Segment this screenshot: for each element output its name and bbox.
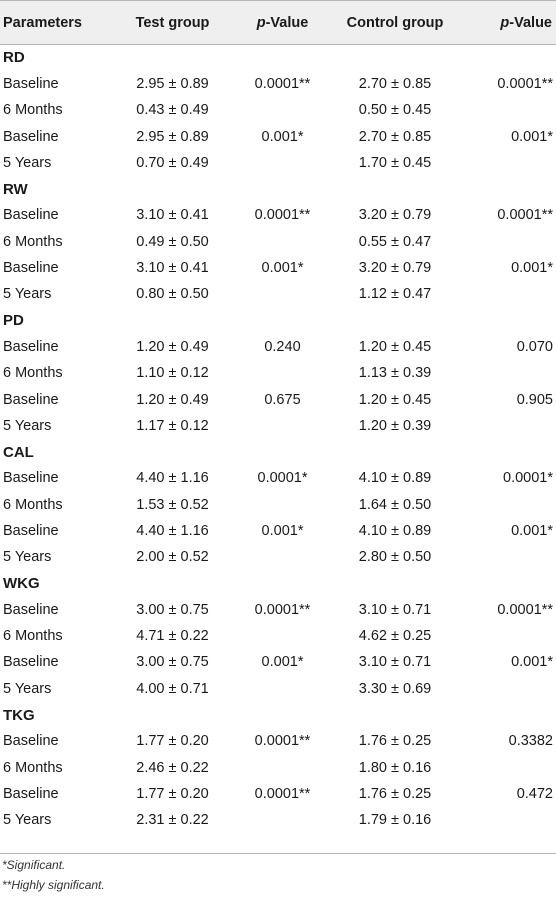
- table-row: [0, 334, 556, 360]
- parameter-cell: Baseline: [3, 207, 59, 224]
- parameter-cell: 5 Years: [3, 286, 52, 303]
- parameter-cell: 5 Years: [3, 154, 52, 171]
- parameter-cell: Baseline: [3, 75, 59, 92]
- test-p-value-cell: 0.0001**: [254, 733, 311, 750]
- test-p-value-cell: [235, 97, 330, 123]
- parameter-cell: Baseline: [3, 260, 59, 277]
- control-group-cell: 1.70 ± 0.45: [358, 154, 432, 171]
- control-p-value-cell: [460, 360, 556, 386]
- test-p-value-cell: 0.001*: [261, 522, 304, 539]
- test-p-value-cell: 0.0001*: [257, 470, 308, 487]
- control-group-cell: 0.55 ± 0.47: [358, 233, 432, 250]
- control-p-value-cell: [460, 97, 556, 123]
- table-row: [0, 649, 556, 675]
- test-group-cell: 1.53 ± 0.52: [136, 496, 209, 513]
- parameter-cell: 5 Years: [3, 417, 52, 434]
- test-group-cell: 4.40 ± 1.16: [136, 470, 209, 487]
- test-group-cell: 2.00 ± 0.52: [136, 549, 209, 566]
- test-p-value-cell: 0.0001**: [254, 207, 311, 224]
- table-row: [0, 281, 556, 307]
- control-p-value-cell: 0.472: [516, 785, 553, 802]
- control-group-cell: 2.70 ± 0.85: [358, 128, 432, 145]
- control-p-value-cell: [460, 492, 556, 518]
- control-p-value-cell: 0.001*: [511, 260, 553, 277]
- control-p-value-cell: 0.0001**: [497, 207, 553, 224]
- test-p-value-cell: 0.240: [264, 338, 301, 355]
- parameter-cell: Baseline: [3, 654, 59, 671]
- control-p-value-cell: 0.0001**: [497, 601, 553, 618]
- table-row: [0, 807, 556, 833]
- table-row: [0, 492, 556, 518]
- control-p-value-cell: [460, 229, 556, 255]
- parameter-cell: 5 Years: [3, 549, 52, 566]
- control-group-cell: 3.20 ± 0.79: [358, 207, 432, 224]
- control-group-cell: 0.50 ± 0.45: [358, 102, 432, 119]
- test-group-cell: 0.80 ± 0.50: [136, 286, 209, 303]
- test-group-cell: 3.10 ± 0.41: [136, 207, 209, 224]
- test-group-cell: 0.43 ± 0.49: [136, 102, 209, 119]
- control-group-cell: 1.13 ± 0.39: [358, 365, 432, 382]
- section-label: PD: [3, 312, 24, 330]
- parameter-cell: Baseline: [3, 391, 59, 408]
- test-p-value-cell: [235, 623, 330, 649]
- test-p-value-cell: 0.675: [264, 391, 301, 408]
- header-p-italic: p: [500, 14, 510, 31]
- control-group-cell: 1.79 ± 0.16: [358, 812, 432, 829]
- table-row: [0, 229, 556, 255]
- control-p-value-cell: [460, 150, 556, 176]
- control-p-value-cell: [460, 755, 556, 781]
- section-row: [0, 307, 556, 333]
- test-group-cell: 3.00 ± 0.75: [136, 654, 209, 671]
- test-p-value-cell: [235, 413, 330, 439]
- test-p-value-cell: [235, 544, 330, 570]
- section-row: [0, 702, 556, 728]
- header-p-value-test: [235, 1, 330, 45]
- control-group-cell: 1.76 ± 0.25: [358, 785, 432, 802]
- control-p-value-cell: [460, 544, 556, 570]
- control-group-cell: 4.62 ± 0.25: [358, 628, 432, 645]
- parameter-cell: Baseline: [3, 128, 59, 145]
- control-group-cell: 4.10 ± 0.89: [358, 470, 432, 487]
- test-group-cell: 4.71 ± 0.22: [136, 628, 209, 645]
- control-group-cell: 3.10 ± 0.71: [358, 654, 432, 671]
- control-group-cell: 3.20 ± 0.79: [358, 260, 432, 277]
- control-p-value-cell: 0.0001**: [497, 75, 553, 92]
- control-p-value-cell: 0.905: [516, 391, 553, 408]
- table-row: [0, 386, 556, 412]
- control-group-cell: 3.10 ± 0.71: [358, 601, 432, 618]
- control-group-cell: 1.80 ± 0.16: [358, 759, 432, 776]
- test-p-value-cell: [235, 360, 330, 386]
- table-row: [0, 755, 556, 781]
- test-group-cell: 1.10 ± 0.12: [136, 365, 209, 382]
- section-row: [0, 570, 556, 596]
- test-group-cell: 4.40 ± 1.16: [136, 522, 209, 539]
- parameter-cell: Baseline: [3, 470, 59, 487]
- control-p-value-cell: 0.001*: [511, 654, 553, 671]
- header-p-value-control: [460, 1, 556, 45]
- parameter-cell: 6 Months: [3, 496, 63, 513]
- test-p-value-cell: 0.0001**: [254, 785, 311, 802]
- parameter-cell: Baseline: [3, 522, 59, 539]
- header-p-italic: p: [256, 14, 266, 31]
- test-group-cell: 2.46 ± 0.22: [136, 759, 209, 776]
- control-p-value-cell: [460, 623, 556, 649]
- test-p-value-cell: [235, 229, 330, 255]
- parameter-cell: Baseline: [3, 338, 59, 355]
- table-row: [0, 97, 556, 123]
- parameter-cell: 6 Months: [3, 233, 63, 250]
- table-row: [0, 728, 556, 754]
- test-p-value-cell: 0.001*: [261, 654, 304, 671]
- table-bottom-rule: [0, 853, 556, 854]
- control-p-value-cell: [460, 807, 556, 833]
- footnote-significant: *Significant.: [2, 858, 66, 872]
- test-p-value-cell: [235, 676, 330, 702]
- parameter-cell: 5 Years: [3, 680, 52, 697]
- test-group-cell: 0.49 ± 0.50: [136, 233, 209, 250]
- test-group-cell: 2.95 ± 0.89: [136, 128, 209, 145]
- table-row: [0, 71, 556, 97]
- test-group-cell: 1.20 ± 0.49: [136, 338, 209, 355]
- parameter-cell: 6 Months: [3, 759, 63, 776]
- table-row: [0, 623, 556, 649]
- section-row: [0, 45, 556, 71]
- control-group-cell: 1.20 ± 0.39: [358, 417, 432, 434]
- table-row: [0, 123, 556, 149]
- control-p-value-cell: [460, 413, 556, 439]
- test-group-cell: 3.00 ± 0.75: [136, 601, 209, 618]
- control-group-cell: 1.76 ± 0.25: [358, 733, 432, 750]
- control-group-cell: 1.20 ± 0.45: [358, 391, 432, 408]
- parameter-cell: Baseline: [3, 601, 59, 618]
- parameter-cell: Baseline: [3, 785, 59, 802]
- parameter-cell: Baseline: [3, 733, 59, 750]
- parameter-cell: 6 Months: [3, 365, 63, 382]
- control-group-cell: 1.12 ± 0.47: [358, 286, 432, 303]
- control-group-cell: 2.80 ± 0.50: [358, 549, 432, 566]
- header-row: [0, 1, 556, 45]
- header-test-group: Test group: [110, 1, 235, 45]
- test-p-value-cell: [235, 492, 330, 518]
- test-group-cell: 1.77 ± 0.20: [136, 785, 209, 802]
- test-group-cell: 2.31 ± 0.22: [136, 812, 209, 829]
- control-p-value-cell: [460, 676, 556, 702]
- control-p-value-cell: 0.001*: [511, 522, 553, 539]
- control-p-value-cell: [460, 281, 556, 307]
- control-group-cell: 3.30 ± 0.69: [358, 680, 432, 697]
- test-p-value-cell: 0.0001**: [254, 75, 311, 92]
- table-row: [0, 465, 556, 491]
- section-label: RW: [3, 180, 28, 198]
- table-row: [0, 597, 556, 623]
- table-row: [0, 413, 556, 439]
- control-p-value-cell: 0.0001*: [503, 470, 553, 487]
- table-row: [0, 150, 556, 176]
- section-row: [0, 439, 556, 465]
- control-group-cell: 1.64 ± 0.50: [358, 496, 432, 513]
- section-label: RD: [3, 49, 25, 67]
- control-p-value-cell: 0.3382: [508, 733, 553, 750]
- control-group-cell: 4.10 ± 0.89: [358, 522, 432, 539]
- section-label: CAL: [3, 443, 34, 461]
- test-p-value-cell: 0.0001**: [254, 601, 311, 618]
- parameter-cell: 5 Years: [3, 812, 52, 829]
- header-p-suffix: -Value: [265, 14, 309, 31]
- parameter-cell: 6 Months: [3, 102, 63, 119]
- table-row: [0, 360, 556, 386]
- table-body: [0, 45, 556, 834]
- test-group-cell: 1.77 ± 0.20: [136, 733, 209, 750]
- control-p-value-cell: 0.070: [516, 338, 553, 355]
- section-row: [0, 176, 556, 202]
- header-parameters: Parameters: [0, 1, 110, 45]
- section-label: TKG: [3, 706, 35, 724]
- parameter-cell: 6 Months: [3, 628, 63, 645]
- test-p-value-cell: [235, 807, 330, 833]
- table-row: [0, 544, 556, 570]
- test-group-cell: 2.95 ± 0.89: [136, 75, 209, 92]
- test-p-value-cell: 0.001*: [261, 128, 304, 145]
- control-group-cell: 2.70 ± 0.85: [358, 75, 432, 92]
- test-group-cell: 1.17 ± 0.12: [136, 417, 209, 434]
- test-p-value-cell: [235, 150, 330, 176]
- control-group-cell: 1.20 ± 0.45: [358, 338, 432, 355]
- test-p-value-cell: 0.001*: [261, 260, 304, 277]
- footnote-highly-significant: **Highly significant.: [2, 878, 105, 892]
- test-p-value-cell: [235, 281, 330, 307]
- table-row: [0, 676, 556, 702]
- test-group-cell: 1.20 ± 0.49: [136, 391, 209, 408]
- table-row: [0, 518, 556, 544]
- test-p-value-cell: [235, 755, 330, 781]
- test-group-cell: 0.70 ± 0.49: [136, 154, 209, 171]
- section-label: WKG: [3, 575, 40, 593]
- test-group-cell: 4.00 ± 0.71: [136, 680, 209, 697]
- header-control-group: Control group: [330, 1, 460, 45]
- table-row: [0, 202, 556, 228]
- test-group-cell: 3.10 ± 0.41: [136, 260, 209, 277]
- header-p-suffix: -Value: [509, 14, 552, 31]
- control-p-value-cell: 0.001*: [511, 128, 553, 145]
- table-row: [0, 781, 556, 807]
- table-row: [0, 255, 556, 281]
